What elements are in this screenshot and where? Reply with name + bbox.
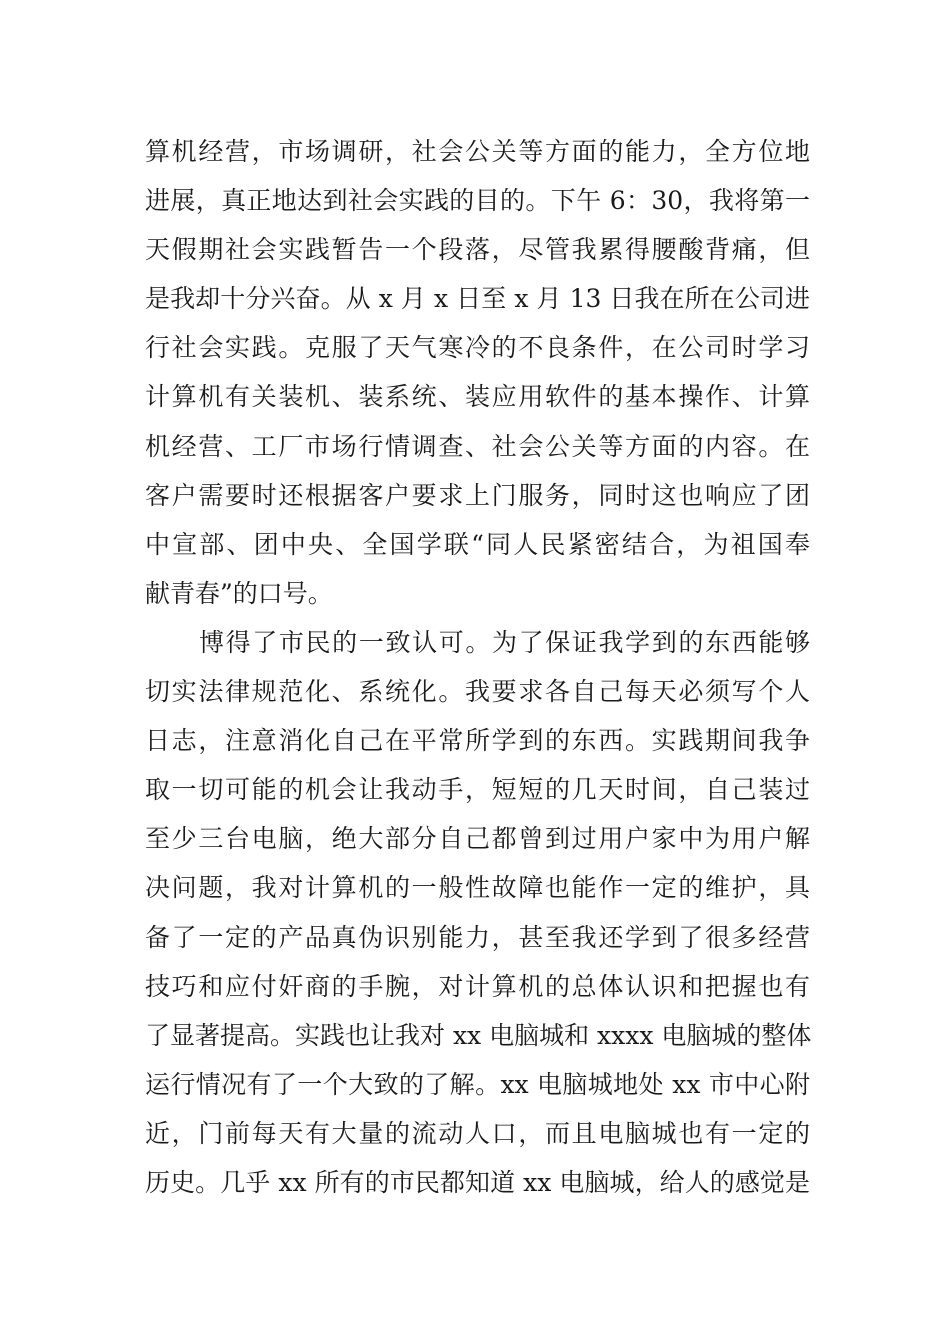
text-line: 是我却十分兴奋。从 x 月 x 日至 x 月 13 日我在所在公司进 xyxy=(145,284,810,314)
document-body xyxy=(145,127,810,1207)
text-line: 技巧和应付奸商的手腕，对计算机的总体认识和把握也有 xyxy=(145,971,810,1001)
text-line: 运行情况有了一个大致的了解。xx 电脑城地处 xx 市中心附 xyxy=(145,1069,810,1099)
text-line: 博得了市民的一致认可。为了保证我学到的东西能够 xyxy=(199,627,810,657)
text-line: 日志，注意消化自己在平常所学到的东西。实践期间我争 xyxy=(145,726,810,756)
text-line: 近，门前每天有大量的流动人口，而且电脑城也有一定的 xyxy=(145,1118,810,1148)
text-line: 备了一定的产品真伪识别能力，甚至我还学到了很多经营 xyxy=(145,922,810,952)
text-line: 献青春”的口号。 xyxy=(145,578,333,608)
text-line: 切实法律规范化、系统化。我要求各自己每天必须写个人 xyxy=(145,677,810,707)
text-line: 进展，真正地达到社会实践的目的。下午 6：30，我将第一 xyxy=(145,186,810,216)
text-line: 历史。几乎 xx 所有的市民都知道 xx 电脑城，给人的感觉是 xyxy=(145,1167,810,1197)
text-line: 客户需要时还根据客户要求上门服务，同时这也响应了团 xyxy=(145,480,810,510)
text-line: 至少三台电脑，绝大部分自己都曾到过用户家中为用户解 xyxy=(145,824,810,854)
text-line: 取一切可能的机会让我动手，短短的几天时间，自己装过 xyxy=(145,775,810,805)
text-line: 决问题，我对计算机的一般性故障也能作一定的维护，具 xyxy=(145,873,810,903)
text-line: 行社会实践。克服了天气寒冷的不良条件，在公司时学习 xyxy=(145,333,810,363)
text-line: 中宣部、团中央、全国学联“同人民紧密结合，为祖国奉 xyxy=(145,529,810,559)
text-line: 算机经营，市场调研，社会公关等方面的能力，全方位地 xyxy=(145,137,810,166)
paragraph-2 xyxy=(145,618,810,1207)
text-line: 天假期社会实践暂告一个段落，尽管我累得腰酸背痛，但 xyxy=(145,235,810,265)
paragraph-1 xyxy=(145,127,810,618)
text-line: 机经营、工厂市场行情调查、社会公关等方面的内容。在 xyxy=(145,431,810,461)
text-line: 了显著提高。实践也让我对 xx 电脑城和 xxxx 电脑城的整体 xyxy=(145,1020,812,1050)
text-line: 计算机有关装机、装系统、装应用软件的基本操作、计算 xyxy=(145,382,810,412)
